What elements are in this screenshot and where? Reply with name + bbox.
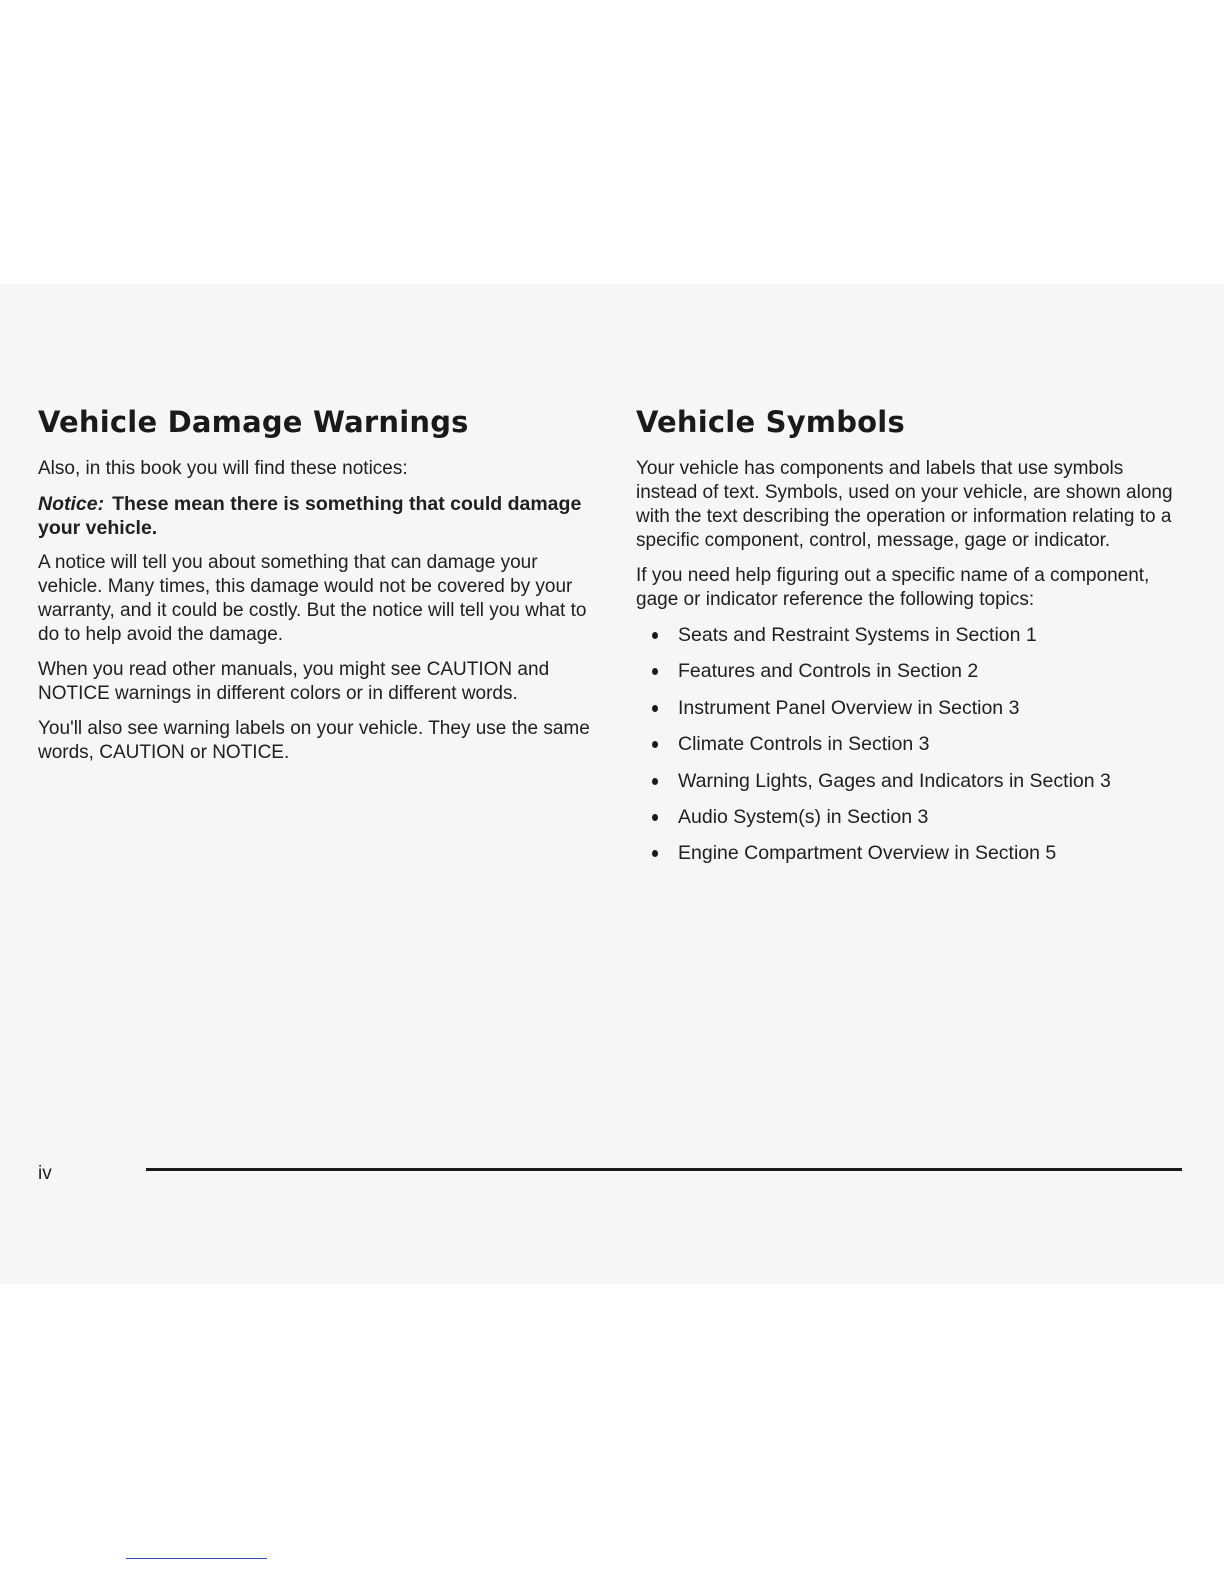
notice-text: These mean there is something that could damage your vehicle.	[38, 493, 582, 539]
topics-list	[636, 623, 1184, 865]
topic-text: Seats and Restraint Systems in Section 1	[678, 624, 1037, 646]
footer-rule	[146, 1168, 1182, 1171]
bullet-icon	[652, 668, 658, 675]
bullet-icon	[652, 705, 658, 712]
bottom-underline	[126, 1558, 267, 1559]
section-title-vehicle-symbols: Vehicle Symbols	[636, 405, 905, 439]
topic-text: Warning Lights, Gages and Indicators in Section 3	[678, 769, 1111, 792]
bullet-icon	[652, 850, 658, 857]
bullet-icon	[652, 814, 658, 821]
list-item	[652, 769, 1184, 793]
bullet-icon	[652, 778, 658, 785]
topic-text: Engine Compartment Overview in Section 5	[678, 842, 1057, 865]
body-paragraph: When you read other manuals, you might see CAUTION and NOTICE warnings in different colors or in different words.	[38, 659, 550, 704]
vehicle-damage-warnings-section	[38, 405, 598, 776]
vehicle-symbols-section	[636, 405, 1184, 878]
section-title-damage-warnings: Vehicle Damage Warnings	[38, 405, 469, 439]
notice-label: Notice:	[38, 493, 105, 515]
page-number: iv	[38, 1163, 52, 1184]
body-paragraph: A notice will tell you about something that can damage your vehicle. Many times, this damage would not be covered by your warranty, and it could be costly. But the notice will tell you what to do to help avoid the damage.	[38, 552, 587, 645]
body-paragraph: You'll also see warning labels on your vehicle. They use the same words, CAUTION or NOTICE.	[38, 718, 590, 763]
list-item	[652, 696, 1184, 720]
body-paragraph: If you need help figuring out a specific name of a component, gage or indicator reference the following topics:	[636, 565, 1150, 610]
list-item	[652, 805, 1184, 829]
topic-text: Climate Controls in Section 3	[678, 733, 930, 756]
notice-statement	[38, 492, 598, 540]
intro-paragraph: Also, in this book you will find these notices:	[38, 458, 408, 479]
topic-text: Audio System(s) in Section 3	[678, 805, 929, 828]
list-item	[652, 841, 1184, 865]
bullet-icon	[652, 632, 658, 639]
list-item	[652, 659, 1184, 683]
topic-text: Instrument Panel Overview in Section 3	[678, 696, 1020, 719]
body-paragraph: Your vehicle has components and labels that use symbols instead of text. Symbols, used on your vehicle, are shown along with the text describing the operation or information relating to a specific component, control, message, gage or indicator.	[636, 458, 1173, 551]
bullet-icon	[652, 741, 658, 748]
list-item	[652, 623, 1184, 647]
list-item	[652, 732, 1184, 756]
topic-text: Features and Controls in Section 2	[678, 660, 979, 683]
